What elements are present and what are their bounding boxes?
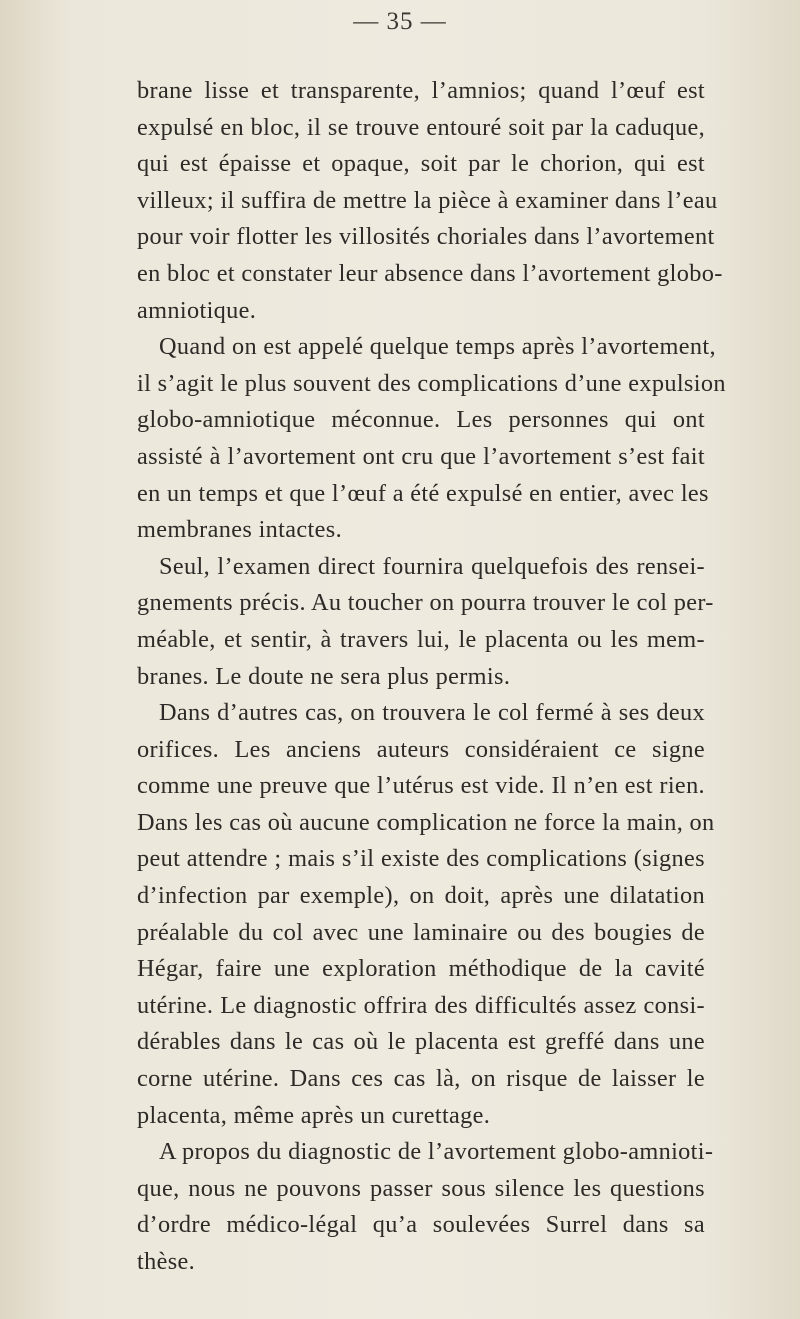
text-line: Dans les cas où aucune complication ne force la main, on	[137, 808, 715, 836]
text-line: méable, et sentir, à travers lui, le placenta ou les mem-	[137, 625, 705, 653]
text-line: assisté à l’avortement ont cru que l’avortement s’est fait	[137, 442, 705, 470]
text-line: corne utérine. Dans ces cas là, on risque de laisser le	[137, 1065, 705, 1093]
text-line: amniotique.	[137, 296, 257, 324]
text-line: préalable du col avec une laminaire ou des bougies de	[137, 918, 705, 946]
text-line: dérables dans le cas où le placenta est greffé dans une	[137, 1028, 705, 1056]
text-line: peut attendre ; mais s’il existe des complications (signes	[137, 845, 705, 873]
text-line: gnements précis. Au toucher on pourra trouver le col per-	[137, 589, 714, 617]
text-line: membranes intactes.	[137, 516, 342, 544]
text-line: expulsé en bloc, il se trouve entouré soit par la caduque,	[137, 113, 705, 141]
text-line: Seul, l’examen direct fournira quelquefois des rensei-	[159, 552, 705, 580]
text-line: en bloc et constater leur absence dans l’avortement globo-	[137, 259, 723, 287]
body-text	[137, 73, 726, 1281]
page-number: — 35 —	[353, 8, 447, 35]
text-line: utérine. Le diagnostic offrira des difficultés assez consi-	[137, 991, 705, 1019]
text-line: pour voir flotter les villosités choriales dans l’avortement	[137, 223, 715, 251]
text-line: thèse.	[137, 1248, 196, 1275]
text-line: A propos du diagnostic de l’avortement globo-amnioti-	[159, 1138, 714, 1166]
text-line: Hégar, faire une exploration méthodique de la cavité	[137, 955, 705, 983]
text-line: comme une preuve que l’utérus est vide. Il n’en est rien.	[137, 772, 705, 800]
text-line: placenta, même après un curettage.	[137, 1101, 491, 1129]
text-line: Quand on est appelé quelque temps après l’avortement,	[159, 333, 716, 361]
text-line: d’infection par exemple), on doit, après une dilatation	[137, 882, 705, 910]
text-line: d’ordre médico-légal qu’a soulevées Surrel dans sa	[137, 1211, 705, 1239]
text-line: que, nous ne pouvons passer sous silence les questions	[137, 1174, 705, 1202]
text-line: en un temps et que l’œuf a été expulsé en entier, avec les	[137, 479, 709, 507]
text-line: orifices. Les anciens auteurs considéraient ce signe	[137, 735, 705, 763]
text-line: qui est épaisse et opaque, soit par le chorion, qui est	[137, 150, 705, 178]
text-line: branes. Le doute ne sera plus permis.	[137, 662, 511, 690]
text-line: brane lisse et transparente, l’amnios; quand l’œuf est	[137, 77, 705, 104]
text-line: globo-amniotique méconnue. Les personnes qui ont	[137, 406, 705, 434]
text-line: Dans d’autres cas, on trouvera le col fermé à ses deux	[159, 699, 705, 727]
text-line: il s’agit le plus souvent des complications d’une expulsion	[137, 369, 726, 397]
text-line: villeux; il suffira de mettre la pièce à examiner dans l’eau	[137, 186, 718, 214]
